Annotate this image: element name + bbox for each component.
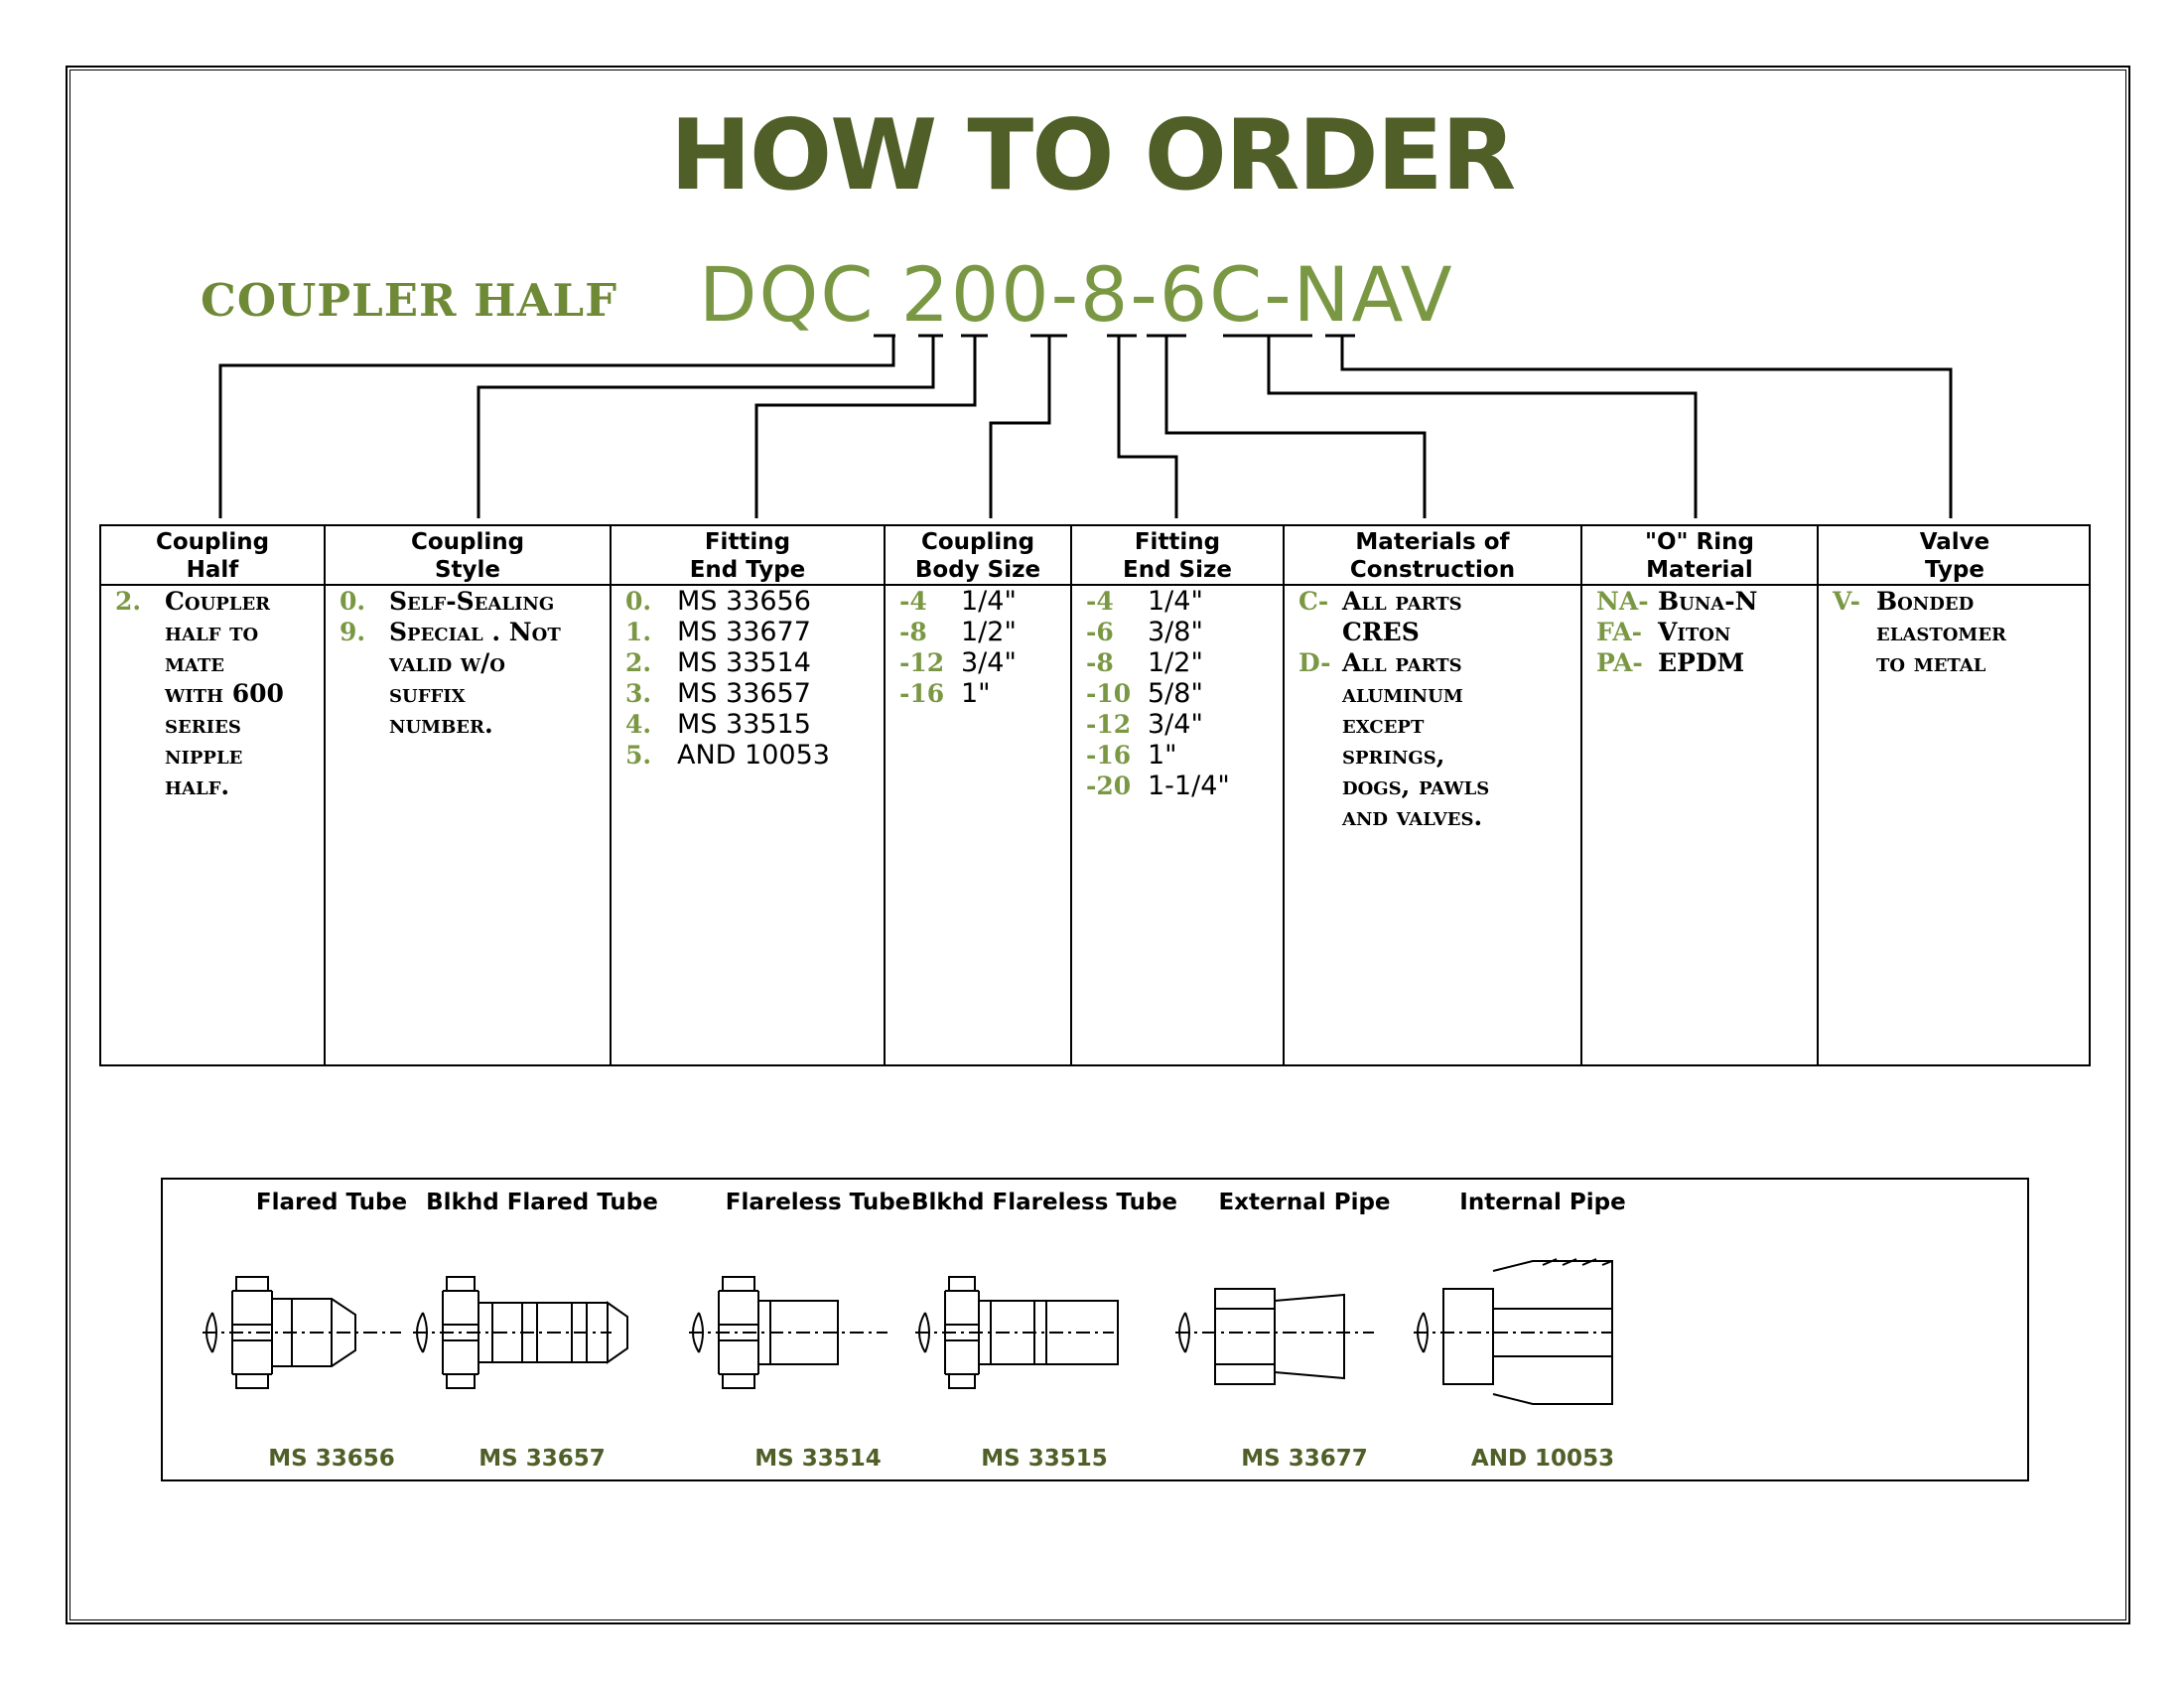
column-header (1819, 526, 2091, 586)
fitting-name: Flared Tube (255, 1190, 408, 1215)
option-row (340, 617, 606, 647)
option-code (1833, 617, 1876, 647)
column-header-line: Materials of (1355, 529, 1510, 555)
option-description: nipple (165, 741, 243, 770)
option-description: 1" (1148, 740, 1177, 771)
option-description: mate (165, 648, 225, 677)
option-code: -4 (899, 587, 927, 616)
ordering-code-table (99, 524, 2091, 1066)
coupler-half-label: COUPLER HALF (201, 274, 618, 327)
option-code (115, 740, 165, 771)
option-row (340, 647, 606, 678)
column-materials-of-construction (1285, 526, 1582, 1064)
option-description: elastomer (1876, 618, 2007, 646)
option-description: Buna-N (1658, 587, 1758, 616)
option-code (1298, 678, 1342, 709)
option-code: 2. (625, 648, 652, 677)
option-code (115, 709, 165, 740)
option-list (1298, 586, 1576, 832)
option-row (115, 617, 320, 647)
part-number-example: DQC 200-8-6C-NAV (699, 250, 1454, 339)
option-row (1833, 586, 2087, 617)
option-description: MS 33677 (677, 617, 811, 647)
column-header-line: Body Size (914, 557, 1041, 583)
option-row (899, 617, 1066, 647)
option-code: NA- (1596, 587, 1649, 616)
fitting-name: Blkhd Flared Tube (426, 1190, 658, 1215)
option-code: -10 (1086, 679, 1132, 708)
page-title: HOW TO ORDER (669, 99, 1515, 212)
option-row (625, 617, 880, 647)
option-code (1298, 801, 1342, 832)
option-description: Coupler (165, 587, 271, 616)
option-row (1833, 617, 2087, 647)
option-code (115, 678, 165, 709)
option-row (115, 678, 320, 709)
option-code (115, 647, 165, 678)
option-row (1086, 771, 1279, 801)
option-description: Viton (1658, 618, 1731, 646)
column-header-line: "O" Ring (1645, 529, 1754, 555)
column-header-line: Coupling (410, 529, 525, 555)
external-pipe-icon (1175, 1229, 1414, 1428)
column-header-line: Coupling (155, 529, 270, 555)
option-description: Bonded (1876, 587, 1975, 616)
bulkhead-flared-tube-icon (413, 1229, 651, 1428)
option-code (1298, 709, 1342, 740)
option-row (625, 678, 880, 709)
column-header-line: Type (1924, 557, 1984, 583)
option-code: -12 (1086, 710, 1132, 739)
option-row (899, 586, 1066, 617)
column-header-line: Fitting (704, 529, 791, 555)
option-description: MS 33657 (677, 678, 811, 709)
option-description: aluminum (1342, 679, 1463, 708)
option-code (340, 647, 389, 678)
column-header (1285, 526, 1580, 586)
column-header-line: Fitting (1134, 529, 1221, 555)
option-code (115, 771, 165, 801)
option-row (1086, 647, 1279, 678)
option-list (1833, 586, 2087, 678)
option-description: 3/4" (1148, 709, 1203, 740)
fitting-internal-pipe (1394, 1180, 1692, 1479)
option-code: -8 (1086, 648, 1114, 677)
option-description: EPDM (1658, 648, 1745, 677)
option-code: -20 (1086, 772, 1132, 800)
column-header (101, 526, 324, 586)
option-row (1833, 647, 2087, 678)
option-row (1298, 801, 1576, 832)
option-description: AND 10053 (677, 740, 830, 771)
option-code: 1. (625, 618, 652, 646)
option-code (340, 678, 389, 709)
fitting-standard: MS 33515 (981, 1446, 1108, 1472)
option-description: valid w/o (389, 648, 505, 677)
column-header-line: Coupling (920, 529, 1035, 555)
column-header (1072, 526, 1283, 586)
option-row (1596, 617, 1813, 647)
option-description: CRES (1342, 618, 1420, 646)
option-row (625, 709, 880, 740)
option-code: -8 (899, 618, 927, 646)
option-list (340, 586, 606, 740)
option-code: 2. (115, 587, 142, 616)
option-description: 1/4" (961, 586, 1017, 617)
option-description: dogs, pawls (1342, 772, 1490, 800)
option-description: springs, (1342, 741, 1445, 770)
option-row (625, 647, 880, 678)
option-code: 5. (625, 741, 652, 770)
option-code: 0. (340, 587, 366, 616)
option-row (1298, 647, 1576, 678)
option-row (1596, 586, 1813, 617)
option-row (1596, 647, 1813, 678)
option-description: half to (165, 618, 259, 646)
column-header-line: Material (1646, 557, 1753, 583)
column-header (886, 526, 1070, 586)
column-header-line: Construction (1349, 557, 1516, 583)
option-description: series (165, 710, 241, 739)
option-description: 3/8" (1148, 617, 1203, 647)
option-description: 1/2" (1148, 647, 1203, 678)
option-description: half. (165, 772, 230, 800)
fitting-standard: MS 33657 (478, 1446, 606, 1472)
option-code: 0. (625, 587, 652, 616)
column-fitting-end-type (612, 526, 886, 1064)
option-row (340, 678, 606, 709)
option-description: 1-1/4" (1148, 771, 1230, 801)
option-description: MS 33656 (677, 586, 811, 617)
option-description: with 600 (165, 679, 284, 708)
option-code (1298, 771, 1342, 801)
option-row (899, 647, 1066, 678)
fitting-name: Blkhd Flareless Tube (910, 1190, 1178, 1215)
fitting-name: External Pipe (1218, 1190, 1391, 1215)
option-description: All parts (1342, 648, 1462, 677)
option-code (1298, 617, 1342, 647)
option-row (115, 647, 320, 678)
option-description: 1/2" (961, 617, 1017, 647)
option-description: All parts (1342, 587, 1462, 616)
fitting-bulkhead-flared-tube (393, 1180, 691, 1479)
column-coupling-style (326, 526, 612, 1064)
column-valve-type (1819, 526, 2091, 1064)
option-code (1833, 647, 1876, 678)
option-row (115, 586, 320, 617)
column-header-line: Style (434, 557, 501, 583)
option-code: C- (1298, 587, 1329, 616)
option-description: and valves. (1342, 802, 1483, 831)
option-row (115, 709, 320, 740)
option-code: 9. (340, 618, 366, 646)
option-row (1298, 678, 1576, 709)
fitting-standard: MS 33514 (754, 1446, 882, 1472)
option-code: 4. (625, 710, 652, 739)
column-coupling-half (101, 526, 326, 1064)
option-code: 3. (625, 679, 652, 708)
bulkhead-flareless-tube-icon (915, 1229, 1154, 1428)
option-row (340, 709, 606, 740)
option-description: to metal (1876, 648, 1986, 677)
column-header-line: End Size (1123, 557, 1232, 583)
option-code: D- (1298, 648, 1331, 677)
column-o-ring-material (1582, 526, 1819, 1064)
column-header (612, 526, 884, 586)
option-code: -6 (1086, 618, 1114, 646)
fitting-name: Internal Pipe (1459, 1190, 1626, 1215)
option-list (1596, 586, 1813, 678)
fitting-name: Flareless Tube (725, 1190, 911, 1215)
option-row (1086, 586, 1279, 617)
column-header (1582, 526, 1817, 586)
option-row (340, 586, 606, 617)
fitting-standard: MS 33677 (1241, 1446, 1368, 1472)
fitting-types-panel (161, 1178, 2029, 1481)
option-row (1298, 771, 1576, 801)
option-row (625, 586, 880, 617)
option-list (625, 586, 880, 771)
column-header-line: Half (186, 557, 239, 583)
option-row (1298, 740, 1576, 771)
internal-pipe-icon (1414, 1229, 1652, 1428)
column-fitting-end-size (1072, 526, 1285, 1064)
option-description: 3/4" (961, 647, 1017, 678)
option-description: 1/4" (1148, 586, 1203, 617)
option-row (625, 740, 880, 771)
option-description: number. (389, 710, 493, 739)
option-code: -16 (899, 679, 945, 708)
option-description: MS 33515 (677, 709, 811, 740)
option-row (115, 740, 320, 771)
option-list (1086, 586, 1279, 801)
option-row (1086, 617, 1279, 647)
option-description: 1" (961, 678, 991, 709)
option-description: MS 33514 (677, 647, 811, 678)
fitting-standard: MS 33656 (268, 1446, 395, 1472)
option-row (1298, 586, 1576, 617)
column-header-line: End Type (689, 557, 806, 583)
option-row (899, 678, 1066, 709)
fitting-bulkhead-flareless-tube (895, 1180, 1193, 1479)
option-code: V- (1833, 587, 1860, 616)
option-code: FA- (1596, 618, 1643, 646)
option-code: -12 (899, 648, 945, 677)
option-description: 5/8" (1148, 678, 1203, 709)
option-description: Self-Sealing (389, 587, 555, 616)
option-code: PA- (1596, 648, 1643, 677)
option-row (1086, 740, 1279, 771)
option-code: -16 (1086, 741, 1132, 770)
flareless-tube-icon (689, 1229, 927, 1428)
option-description: Special . Not (389, 618, 561, 646)
option-code: -4 (1086, 587, 1114, 616)
fitting-standard: AND 10053 (1470, 1446, 1615, 1472)
option-row (1086, 709, 1279, 740)
option-row (1298, 709, 1576, 740)
option-row (115, 771, 320, 801)
option-code (340, 709, 389, 740)
column-header-line: Valve (1919, 529, 1990, 555)
column-coupling-body-size (886, 526, 1072, 1064)
option-code (115, 617, 165, 647)
option-description: suffix (389, 679, 466, 708)
option-description: except (1342, 710, 1425, 739)
option-row (1086, 678, 1279, 709)
column-header (326, 526, 610, 586)
option-list (115, 586, 320, 801)
option-row (1298, 617, 1576, 647)
option-code (1298, 740, 1342, 771)
option-list (899, 586, 1066, 709)
